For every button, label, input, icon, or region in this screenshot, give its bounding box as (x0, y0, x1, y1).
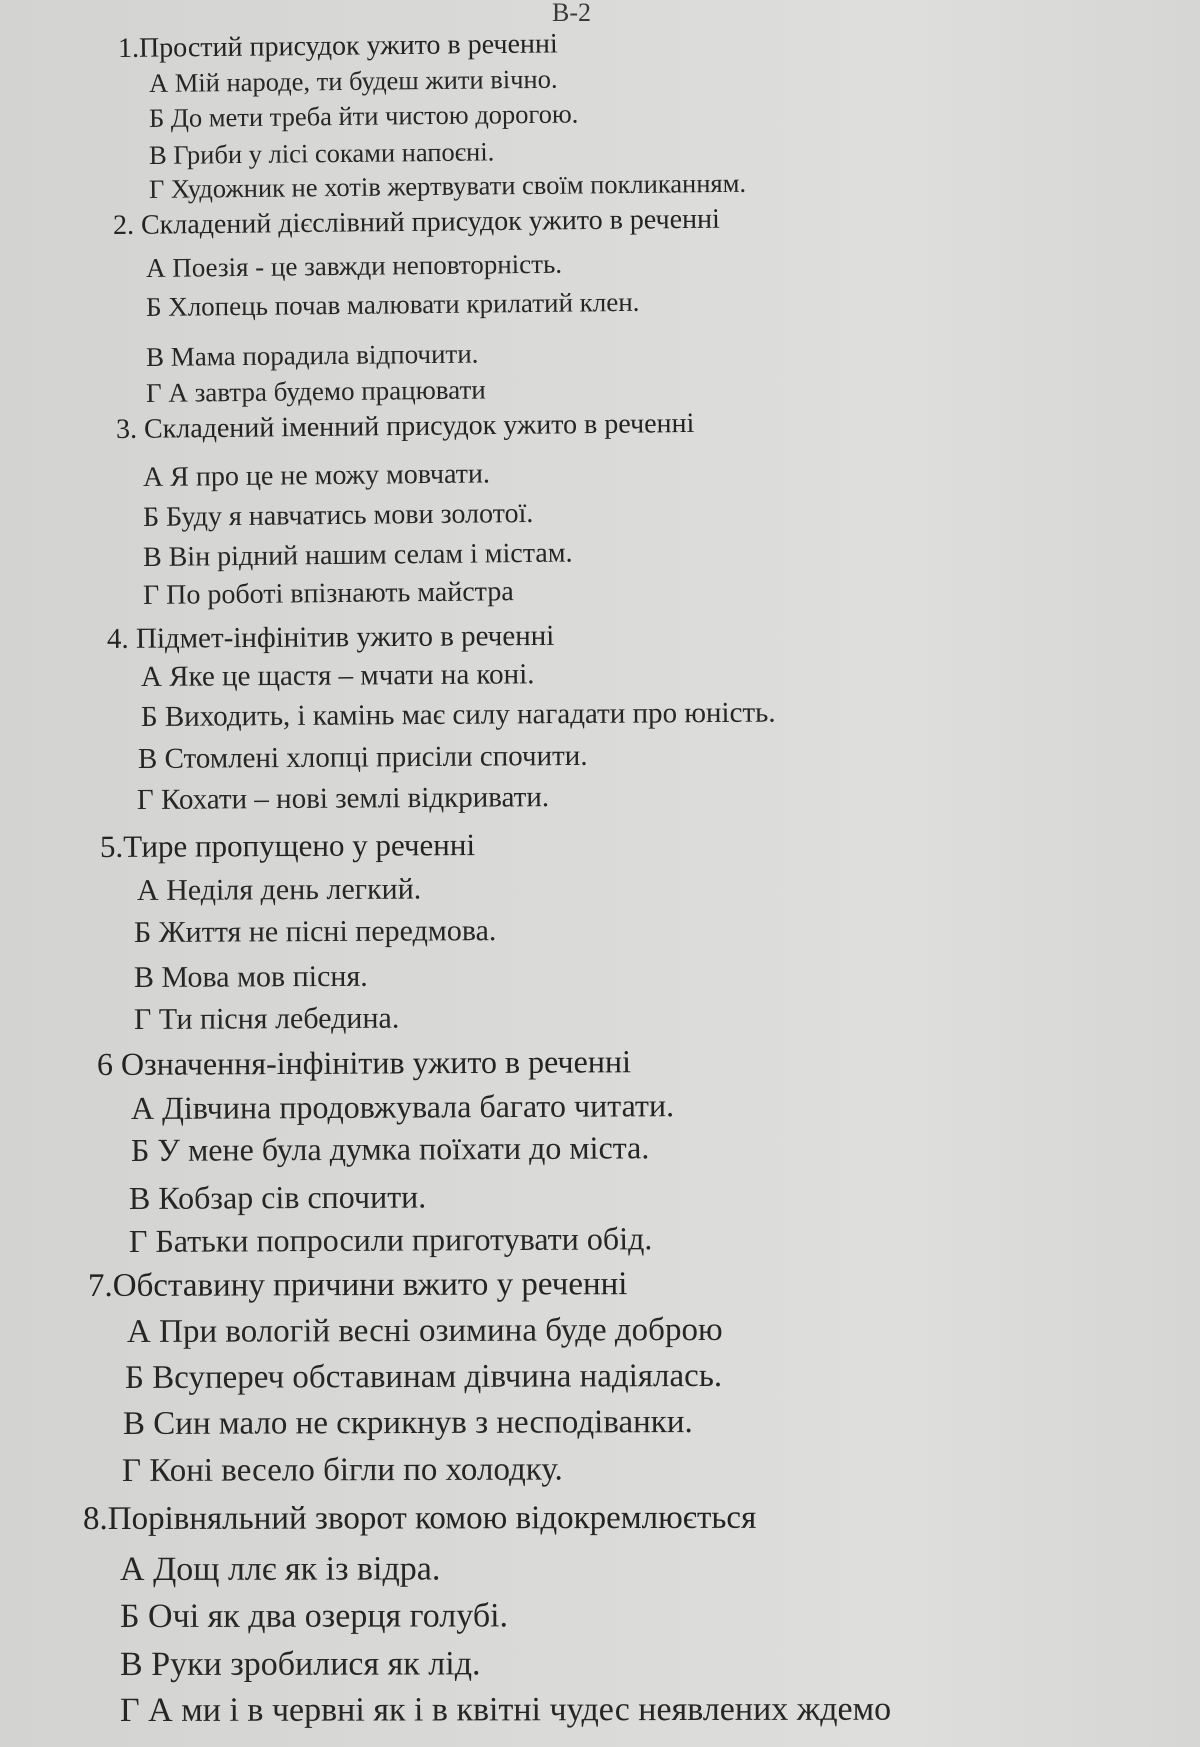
question-option: Г А ми і в червні як і в квітні чудес неявлених ждемо (119, 1690, 892, 1729)
question-title: 2. Складений дієслівний присудок ужито в реченні (112, 203, 720, 241)
question-option: Б Життя не пісні передмова. (133, 914, 497, 949)
question-option: Г Коні весело бігли по холодку. (121, 1451, 563, 1489)
question-title: 7.Обставину причини вжито у реченні (87, 1266, 628, 1304)
question-title: 5.Тире пропущено у реченні (99, 827, 476, 864)
question-option: Б Всупереч обставинам дівчина надіялась. (124, 1357, 723, 1396)
question-option: А Мій народе, ти будеш жити вічно. (148, 63, 558, 98)
variant-label: В-2 (552, 0, 591, 27)
question-option: Г А завтра будемо працювати (145, 374, 486, 408)
question-option: Г Художник не хотів жертвувати своїм покликанням. (148, 167, 747, 204)
question-title: 8.Порівняльний зворот комою відокремлюється (82, 1499, 757, 1537)
question-option: В Мама порадила відпочити. (145, 338, 479, 372)
question-option: Б Буду я навчатись мови золотої. (142, 497, 534, 533)
question-option: В Гриби у лісі соками напоєні. (148, 136, 495, 170)
question-option: Б Хлопець почав малювати крилатий клен. (145, 286, 640, 322)
question-title: 1.Простий присудок ужито в реченні (117, 28, 558, 64)
question-option: В Мова мов пісня. (133, 959, 368, 994)
question-option: А Я про це не можу мовчати. (142, 458, 491, 493)
question-option: Б У мене була думка поїхати до міста. (130, 1129, 650, 1168)
question-option: В Руки зробилися як лід. (119, 1645, 481, 1683)
question-option: А Неділя день легкий. (136, 872, 422, 907)
question-title: 3. Складений іменний присудок ужито в реченні (115, 407, 695, 445)
question-option: Б До мети треба йти чистою дорогою. (148, 98, 579, 133)
question-option: А При вологій весні озимина буде доброю (126, 1311, 723, 1350)
question-option: Г Ти пісня лебедина. (133, 1001, 400, 1036)
question-option: Б Виходить, і камінь має силу нагадати про юність. (140, 696, 776, 733)
question-title: 4. Підмет-інфінітив ужито в реченні (106, 619, 555, 655)
question-option: А Поезія - це завжди неповторність. (145, 248, 563, 283)
question-option: Г Батьки попросили приготувати обід. (128, 1220, 653, 1259)
question-option: Г Кохати – нові землі відкривати. (136, 781, 550, 816)
question-title: 6 Означення-інфінітив ужито в реченні (96, 1043, 632, 1082)
question-option: А Дівчина продовжувала багато читати. (130, 1087, 675, 1126)
question-option: А Яке це щастя – мчати на коні. (140, 658, 535, 693)
question-option: В Кобзар сів спочити. (128, 1178, 427, 1216)
question-option: Б Очі як два озерця голубі. (119, 1597, 509, 1635)
question-option: Г По роботі впізнають майстра (142, 576, 514, 611)
question-option: В Він рідний нашим селам і містам. (142, 537, 573, 573)
question-option: В Стомлені хлопці присіли спочити. (137, 739, 588, 775)
question-option: А Дощ ллє як із відра. (119, 1550, 441, 1588)
question-option: В Син мало не скрикнув з несподіванки. (122, 1404, 693, 1442)
